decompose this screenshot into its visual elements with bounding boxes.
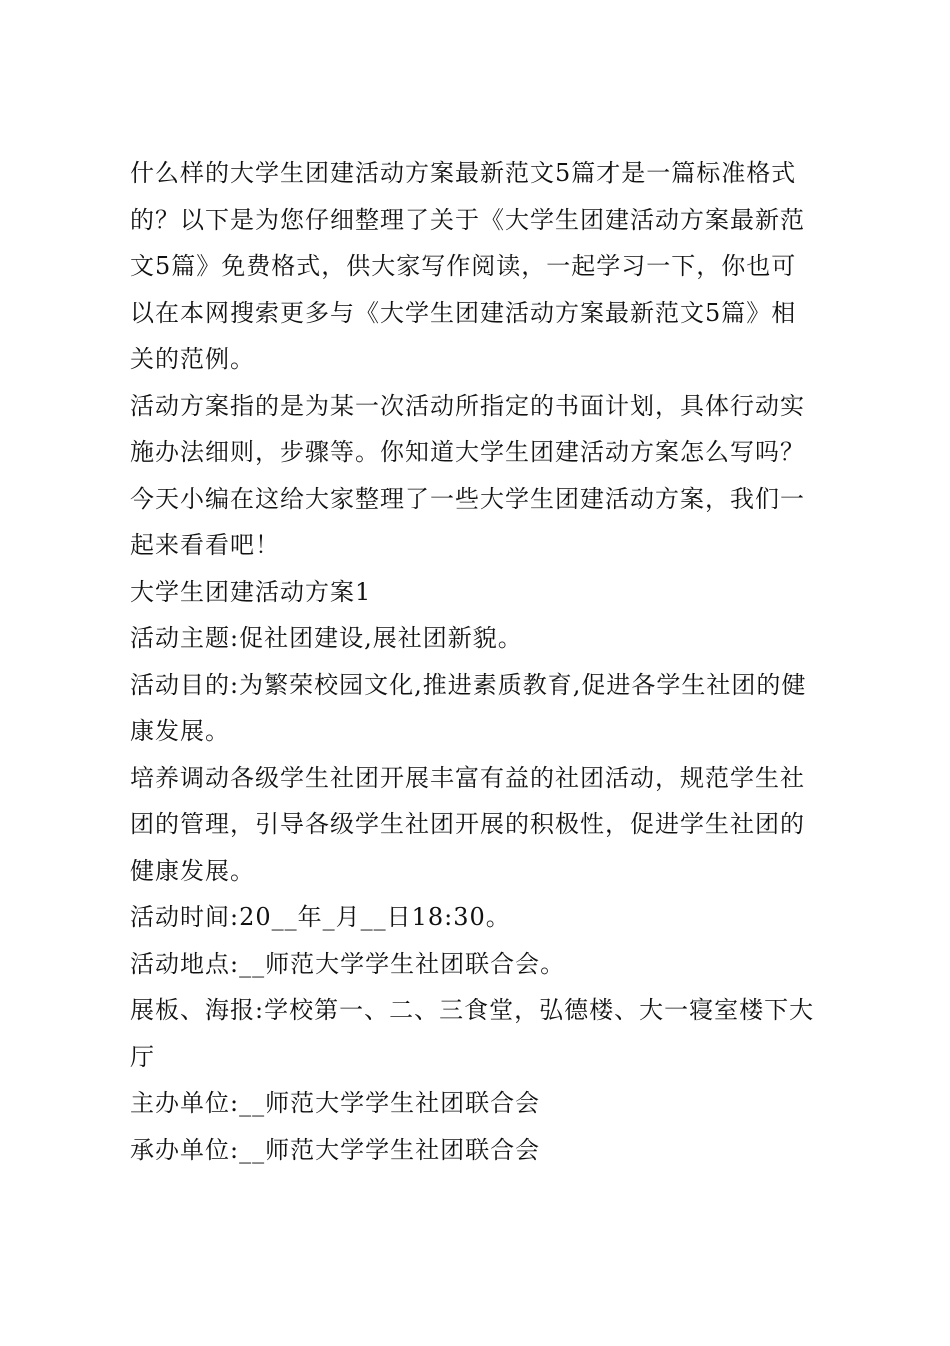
intro-paragraph: 什么样的大学生团建活动方案最新范文5篇才是一篇标准格式的？以下是为您仔细整理了关于《大学生团建活动方案最新范文5篇》免费格式，供大家写作阅读，一起学习一下，你也可以在本网搜索更多与《大学生团建活动方案最新范文5篇》相关的范例。 — [130, 159, 805, 373]
definition-paragraph: 活动方案指的是为某一次活动所指定的书面计划，具体行动实施办法细则，步骤等。你知道大学生团建活动方案怎么写吗？今天小编在这给大家整理了一些大学生团建活动方案，我们一起来看看吧！ — [130, 391, 805, 559]
poster-locations: 展板、海报:学校第一、二、三食堂，弘德楼、大一寝室楼下大厅 — [130, 996, 815, 1071]
activity-purpose: 活动目的:为繁荣校园文化,推进素质教育,促进各学生社团的健康发展。 — [130, 670, 807, 745]
organizer: 主办单位:__师范大学学生社团联合会 — [130, 1089, 541, 1117]
co-organizer: 承办单位:__师范大学学生社团联合会 — [130, 1135, 541, 1164]
activity-theme: 活动主题:促社团建设,展社团新貌。 — [130, 624, 523, 652]
activity-goal-detail: 培养调动各级学生社团开展丰富有益的社团活动，规范学生社团的管理，引导各级学生社团开展的积极性，促进学生社团的健康发展。 — [130, 763, 805, 885]
section-heading: 大学生团建活动方案1 — [130, 577, 372, 606]
activity-time: 活动时间:20__年_月__日18:30。 — [130, 903, 511, 931]
activity-location: 活动地点:__师范大学学生社团联合会。 — [130, 949, 566, 978]
document-body — [130, 150, 820, 1173]
